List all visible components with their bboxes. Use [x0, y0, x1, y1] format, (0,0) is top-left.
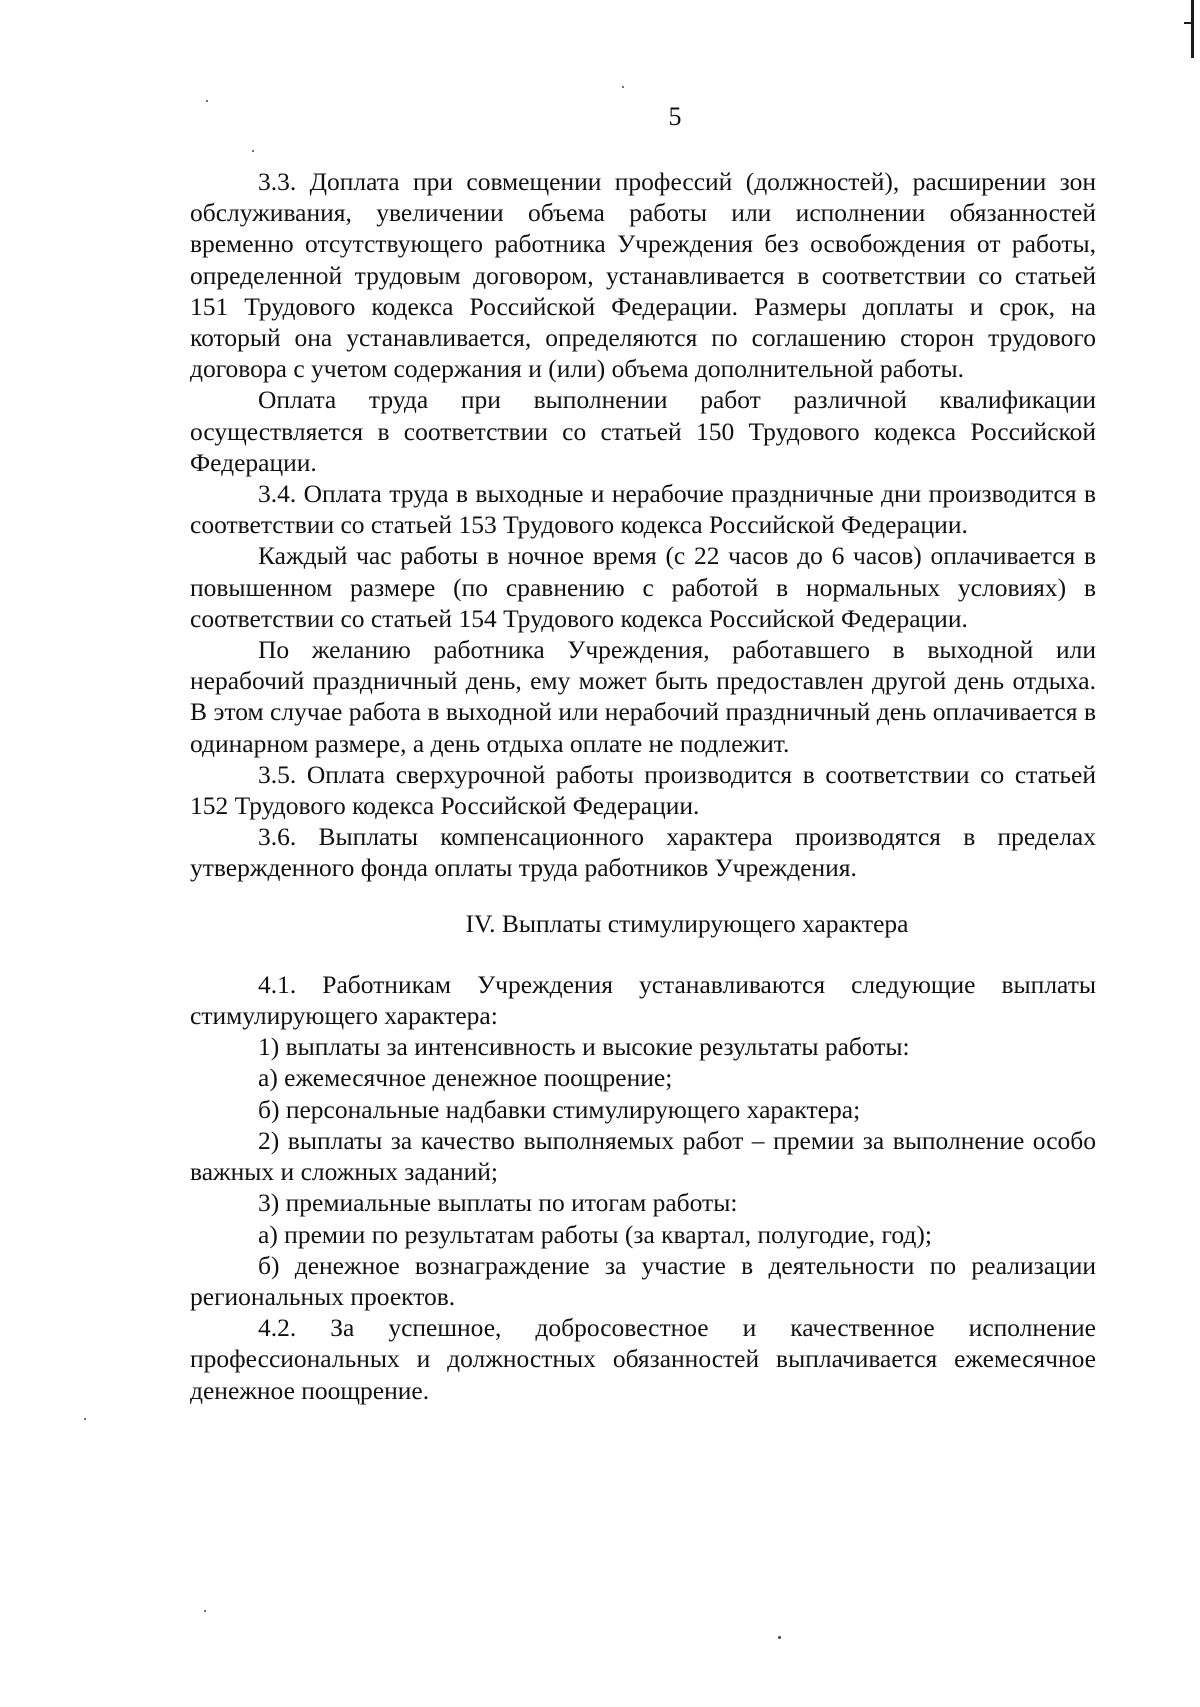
page-number: 5	[668, 102, 682, 131]
list-item-3: 3) премиальные выплаты по итогам работы:	[258, 1188, 738, 1218]
scan-speck	[204, 1610, 206, 1612]
scan-speck	[84, 1418, 86, 1420]
paragraph-qualification-pay: Оплата труда при выполнении работ различной квалификации осуществляется в соответствии со статьей 150 Трудового кодекса Российской Федерации.	[190, 385, 1096, 477]
scan-speck	[778, 1636, 781, 1639]
scan-speck	[622, 86, 624, 88]
list-item-3a: а) премии по результатам работы (за квартал, полугодие, год);	[258, 1219, 932, 1249]
scan-speck	[252, 150, 254, 152]
document-body	[190, 166, 1096, 1406]
paragraph-3-6: 3.6. Выплаты компенсационного характера производятся в пределах утвержденного фонда оплаты труда работников Учреждения.	[190, 822, 1096, 883]
list-item-1: 1) выплаты за интенсивность и высокие результаты работы:	[258, 1032, 910, 1062]
paragraph-3-5: 3.5. Оплата сверхурочной работы производится в соответствии со статьей 152 Трудового кодекса Российской Федерации.	[190, 759, 1096, 821]
paragraph-night-work: Каждый час работы в ночное время (с 22 часов до 6 часов) оплачивается в повышенном размере (по сравнению с работой в нормальных условиях) в соответствии со статьей 154 Трудового кодекса Российской Федерации.	[190, 541, 1096, 633]
list-item-1a: а) ежемесячное денежное поощрение;	[258, 1063, 673, 1093]
section-heading: IV. Выплаты стимулирующего характера	[465, 908, 909, 938]
list-item-3b: б) денежное вознаграждение за участие в деятельности по реализации региональных проектов.	[190, 1250, 1096, 1311]
scan-edge-mark	[1191, 0, 1194, 58]
paragraph-4-1: 4.1. Работникам Учреждения устанавливаются следующие выплаты стимулирующего характера:	[190, 969, 1096, 1031]
paragraph-3-4: 3.4. Оплата труда в выходные и нерабочие праздничные дни производится в соответствии со статьей 153 Трудового кодекса Российской Федерации.	[190, 479, 1096, 540]
paragraph-4-2: 4.2. За успешное, добросовестное и качественное исполнение профессиональных и должностных обязанностей выплачивается ежемесячное денежное поощрение.	[190, 1313, 1096, 1405]
list-item-1b: б) персональные надбавки стимулирующего характера;	[258, 1094, 861, 1124]
scan-edge-tick	[1184, 22, 1194, 24]
paragraph-day-off: По желанию работника Учреждения, работавшего в выходной или нерабочий праздничный день, ему может быть предоставлен другой день отдыха. В этом случае работа в выходной или нерабочий праздничный день оплачивается в одинарном размере, а день отдыха оплате не подлежит.	[190, 635, 1096, 758]
list-item-2: 2) выплаты за качество выполняемых работ – премии за выполнение особо важных и сложных заданий;	[190, 1125, 1096, 1187]
paragraph-3-3: 3.3. Доплата при совмещении профессий (должностей), расширении зон обслуживания, увеличении объема работы или исполнении обязанностей временно отсутствующего работника Учреждения без освобождения от работы, определенной трудовым договором, устанавливается в соответствии со статьей 151 Трудового кодекса Российской Федерации. Размеры доплаты и срок, на который она устанавливается, определяются по соглашению сторон трудового договора с учетом содержания и (или) объема дополнительной работы.	[190, 167, 1096, 384]
scan-speck	[206, 100, 208, 102]
